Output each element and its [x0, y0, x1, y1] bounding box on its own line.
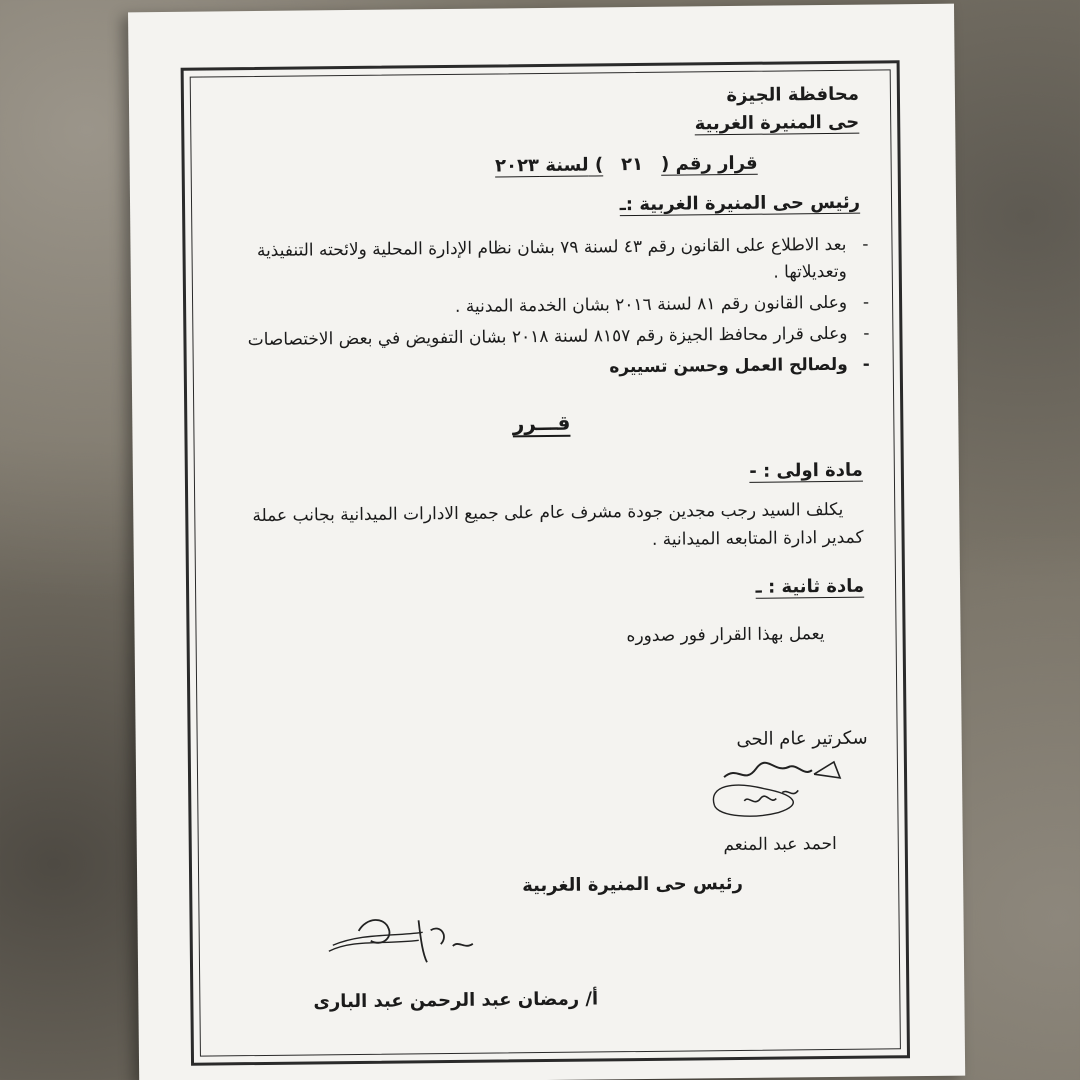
preamble-clause: - بعد الاطلاع على القانون رقم ٤٣ لسنة ٧٩ بشان نظام الإدارة المحلية ولائحته التنفيذية وتعديلاتها .: [221, 232, 869, 293]
article-1-title: مادة اولى : -: [749, 459, 863, 482]
document-frame: [181, 60, 910, 1065]
preamble-title: رئيس حى المنيرة الغربية :ـ: [619, 191, 861, 216]
head-signature-name: أ/ رمضان عبد الرحمن عبد البارى: [313, 988, 599, 1013]
decision-year: لسنة ٢٠٢٣: [494, 154, 589, 177]
preamble-clause: - وعلى قرار محافظ الجيزة رقم ٨١٥٧ لسنة ٢٠١٨ بشان التفويض في بعض الاختصاصات: [222, 321, 869, 355]
head-signature-title: رئيس حى المنيرة الغربية: [522, 872, 744, 897]
preamble-clauses: [221, 232, 870, 390]
article-1-body: يكلف السيد رجب مجدين جودة مشرف عام على جميع الادارات الميدانية بجانب عملة كمدير ادارة المتابعه الميدانية .: [252, 499, 864, 550]
head-signature: [322, 910, 483, 972]
preamble-clause: - وعلى القانون رقم ٨١ لسنة ٢٠١٦ بشان الخدمة المدنية .: [222, 290, 869, 324]
district-label: حى المنيرة الغربية: [694, 111, 860, 135]
decision-label: قرار رقم (: [660, 152, 758, 175]
secretary-signature: [694, 754, 845, 826]
document-body: [184, 63, 907, 1062]
decision-close: ): [594, 154, 604, 176]
article-2-body: يعمل بهذا القرار فور صدوره: [626, 624, 825, 647]
secretary-name: احمد عبد المنعم: [723, 833, 837, 856]
governorate-label: محافظة الجيزة: [726, 83, 860, 107]
decision-number-line: [495, 153, 758, 177]
decision-number: ٢١: [621, 153, 644, 176]
secretary-title: سكرتير عام الحى: [736, 727, 868, 750]
preamble-clause: - ولصالح العمل وحسن تسييره: [223, 352, 870, 386]
decreed-heading: قـــرر: [512, 410, 571, 436]
paper-sheet: [128, 4, 965, 1080]
article-2-title: مادة ثانية : ـ: [755, 575, 865, 598]
